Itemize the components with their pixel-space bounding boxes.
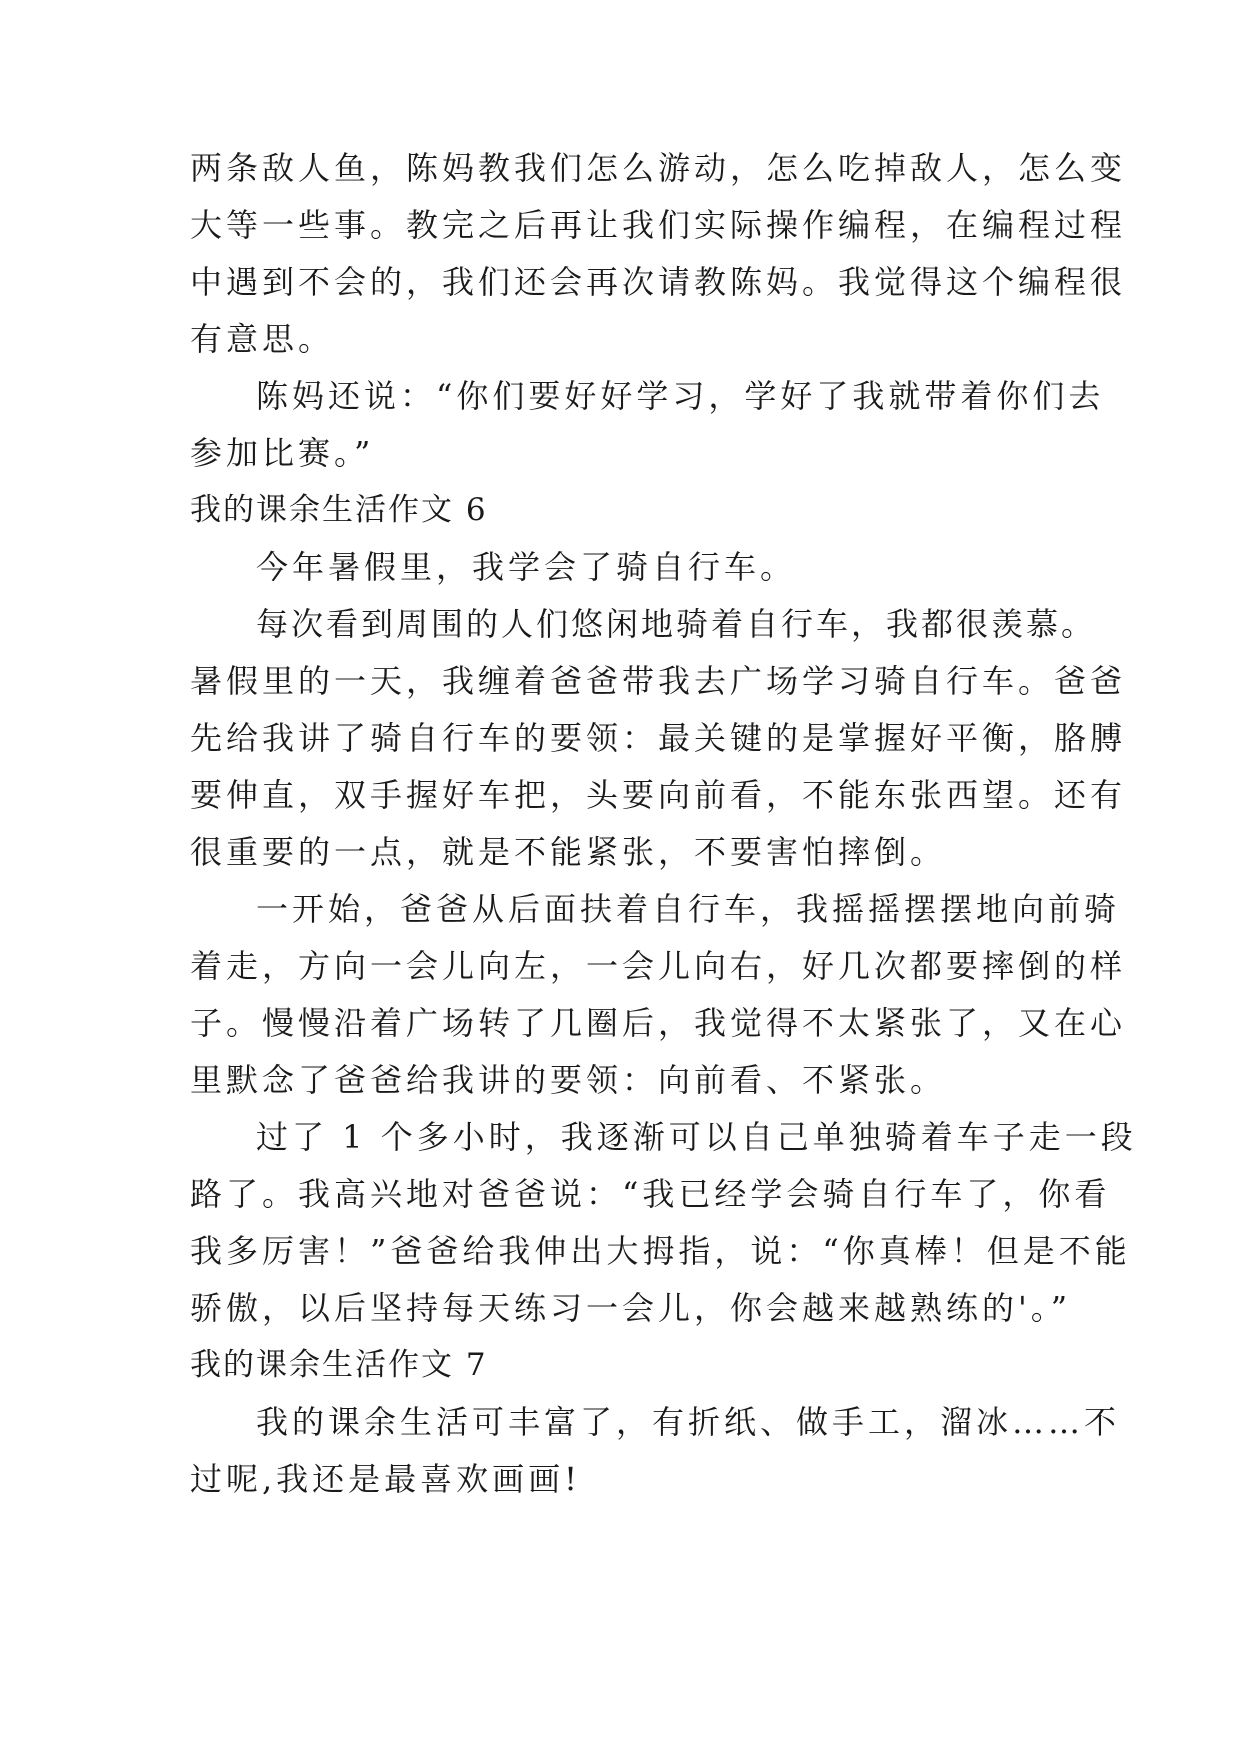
paragraph-line: 着走，方向一会儿向左，一会儿向右，好几次都要摔倒的样 [190, 947, 1127, 985]
paragraph-line: 一开始，爸爸从后面扶着自行车，我摇摇摆摆地向前骑 [256, 890, 1121, 928]
paragraph-line: 过了 1 个多小时，我逐渐可以自己单独骑着车子走一段 [256, 1118, 1137, 1156]
paragraph-line: 参加比赛。” [190, 434, 375, 472]
paragraph-line: 每次看到周围的人们悠闲地骑着自行车，我都很羡慕。 [256, 605, 1097, 643]
paragraph-line: 子。慢慢沿着广场转了几圈后，我觉得不太紧张了，又在心 [190, 1004, 1127, 1042]
paragraph-line: 暑假里的一天，我缠着爸爸带我去广场学习骑自行车。爸爸 [190, 662, 1127, 700]
paragraph-line: 我多厉害！”爸爸给我伸出大拇指，说：“你真棒！但是不能 [190, 1232, 1131, 1270]
paragraph-line: 里默念了爸爸给我讲的要领：向前看、不紧张。 [190, 1061, 947, 1099]
section-heading: 我的课余生活作文 7 [190, 1347, 488, 1383]
paragraph-line: 骄傲，以后坚持每天练习一会儿，你会越来越熟练的'。” [190, 1289, 1072, 1327]
section-heading: 我的课余生活作文 6 [190, 492, 488, 528]
paragraph-line: 要伸直，双手握好车把，头要向前看，不能东张西望。还有 [190, 776, 1127, 814]
paragraph-line: 大等一些事。教完之后再让我们实际操作编程，在编程过程 [190, 206, 1127, 244]
paragraph-line: 陈妈还说：“你们要好好学习，学好了我就带着你们去 [256, 377, 1105, 415]
paragraph-line: 有意思。 [190, 320, 335, 358]
paragraph-line: 先给我讲了骑自行车的要领：最关键的是掌握好平衡，胳膊 [190, 719, 1127, 757]
paragraph-line: 我的课余生活可丰富了，有折纸、做手工，溜冰……不 [256, 1403, 1121, 1441]
paragraph-line: 过呢,我还是最喜欢画画! [190, 1460, 582, 1498]
paragraph-line: 中遇到不会的，我们还会再次请教陈妈。我觉得这个编程很 [190, 263, 1127, 301]
paragraph-line: 两条敌人鱼，陈妈教我们怎么游动，怎么吃掉敌人，怎么变 [190, 149, 1127, 187]
paragraph-line: 很重要的一点，就是不能紧张，不要害怕摔倒。 [190, 833, 947, 871]
paragraph-line: 今年暑假里，我学会了骑自行车。 [256, 548, 797, 586]
paragraph-line: 路了。我高兴地对爸爸说：“我已经学会骑自行车了，你看 [190, 1175, 1111, 1213]
